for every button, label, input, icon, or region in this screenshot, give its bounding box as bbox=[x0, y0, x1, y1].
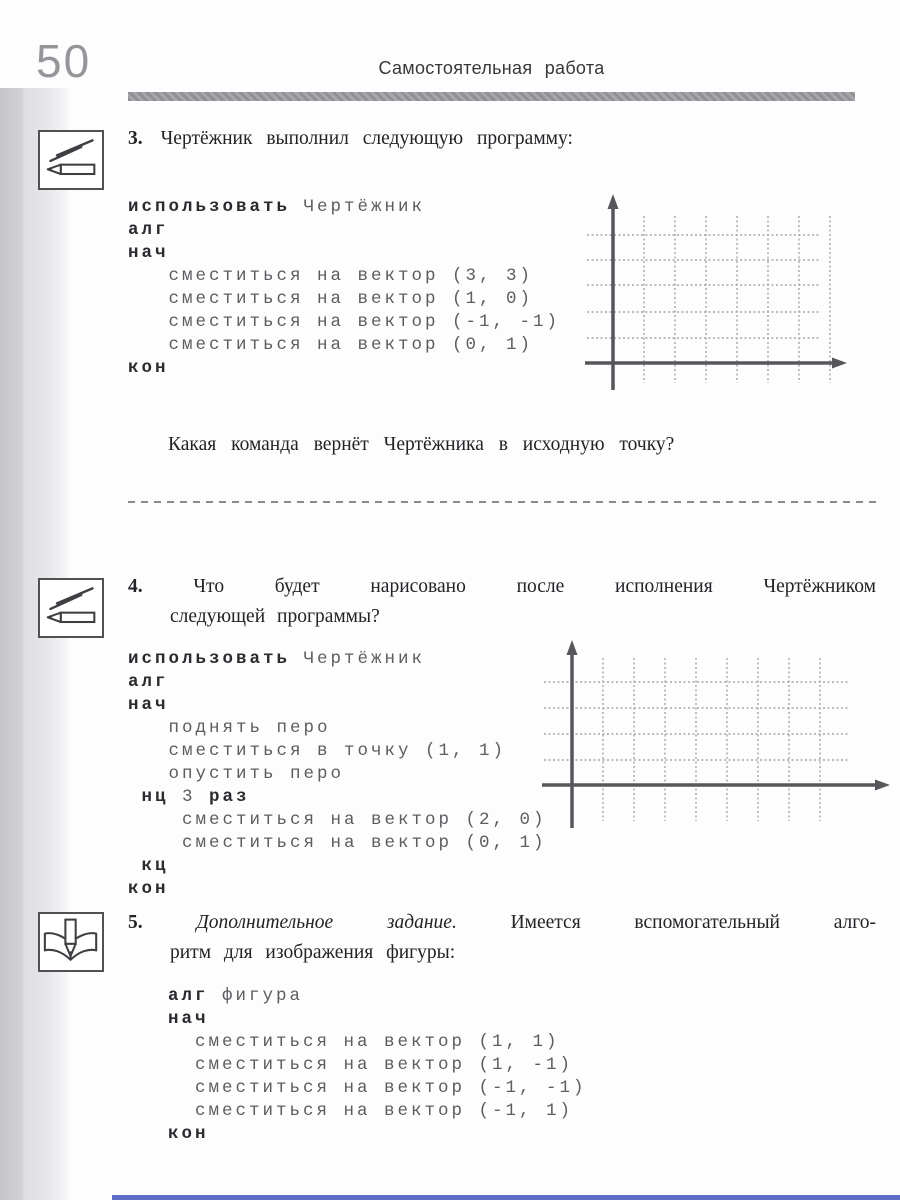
code-line: сместиться на вектор (0, 1) bbox=[128, 833, 547, 853]
header-divider-bar bbox=[128, 92, 855, 101]
task4-coordinate-grid bbox=[538, 636, 894, 836]
code-line: кц bbox=[141, 856, 169, 876]
code-line: поднять перо bbox=[128, 718, 331, 738]
task5-number: 5. bbox=[128, 912, 143, 933]
code-line: сместиться в точку (1, 1) bbox=[128, 741, 507, 761]
task4-heading-line1 bbox=[128, 572, 876, 602]
task5-heading-line2: ритм для изображения фигуры: bbox=[170, 942, 456, 963]
pencil-scribble-icon-art bbox=[40, 580, 102, 636]
code-line: нц 3 раз bbox=[141, 787, 250, 807]
code-line: сместиться на вектор (1, -1) bbox=[168, 1055, 574, 1075]
code-line: сместиться на вектор (-1, 1) bbox=[168, 1101, 574, 1121]
page-number: 50 bbox=[36, 35, 92, 87]
task3-coordinate-grid bbox=[583, 190, 855, 398]
task5-title-rest: Имеется вспомогательный алго- bbox=[510, 912, 877, 933]
code-line: сместиться на вектор (0, 1) bbox=[128, 335, 534, 355]
grid-lines bbox=[544, 658, 848, 821]
axes bbox=[585, 206, 833, 390]
x-axis-arrow bbox=[832, 358, 847, 369]
x-axis-arrow bbox=[875, 780, 890, 791]
pencil-scribble-icon bbox=[38, 130, 104, 190]
left-margin-strip bbox=[0, 88, 70, 1200]
book-pencil-icon bbox=[38, 912, 104, 972]
code-line: кон bbox=[128, 879, 169, 899]
axes bbox=[542, 652, 876, 828]
code-line: сместиться на вектор (-1, -1) bbox=[168, 1078, 587, 1098]
code-line: опустить перо bbox=[128, 764, 345, 784]
pencil-scribble-icon-art bbox=[40, 132, 102, 188]
code-line: нач bbox=[168, 1009, 209, 1029]
task3-number: 3. bbox=[128, 128, 143, 149]
grid-lines bbox=[587, 216, 830, 383]
task3-title: Чертёжник выполнил следующую программу: bbox=[160, 128, 573, 149]
task4-heading-line2: следующей программы? bbox=[170, 606, 380, 627]
code-line: нач bbox=[128, 695, 169, 715]
y-axis-arrow bbox=[567, 640, 578, 655]
code-line: алг фигура bbox=[168, 986, 304, 1006]
pencil-scribble-icon bbox=[38, 578, 104, 638]
task4-number: 4. bbox=[128, 576, 143, 597]
code-line: сместиться на вектор (1, 0) bbox=[128, 289, 534, 309]
task3-heading bbox=[128, 124, 768, 154]
task4-title-line1: Что будет нарисовано после исполнения Чертёжником bbox=[193, 576, 876, 597]
code-line: сместиться на вектор (-1, -1) bbox=[128, 312, 561, 332]
bottom-accent-line bbox=[112, 1195, 900, 1200]
task3-question: Какая команда вернёт Чертёжника в исходную точку? bbox=[168, 434, 675, 455]
task5-heading-line1 bbox=[128, 908, 876, 938]
task5-code-block bbox=[168, 985, 587, 1146]
y-axis-arrow bbox=[608, 194, 619, 209]
task3-code-block bbox=[128, 196, 560, 380]
code-line: кон bbox=[168, 1124, 209, 1144]
code-line: использовать Чертёжник bbox=[128, 649, 426, 669]
code-line: сместиться на вектор (1, 1) bbox=[168, 1032, 560, 1052]
code-line: сместиться на вектор (2, 0) bbox=[128, 810, 547, 830]
page-header-title: Самостоятельная работа bbox=[378, 58, 605, 78]
book-pencil-icon-art bbox=[40, 914, 102, 970]
task5-title-italic: Дополнительное задание. bbox=[196, 912, 457, 933]
task4-code-block bbox=[128, 648, 547, 901]
code-line: алг bbox=[128, 220, 169, 240]
code-line: сместиться на вектор (3, 3) bbox=[128, 266, 534, 286]
code-line: нач bbox=[128, 243, 169, 263]
code-line: кон bbox=[128, 358, 169, 378]
code-line: алг bbox=[128, 672, 169, 692]
answer-dashed-line bbox=[128, 501, 878, 503]
code-line: использовать Чертёжник bbox=[128, 197, 426, 217]
